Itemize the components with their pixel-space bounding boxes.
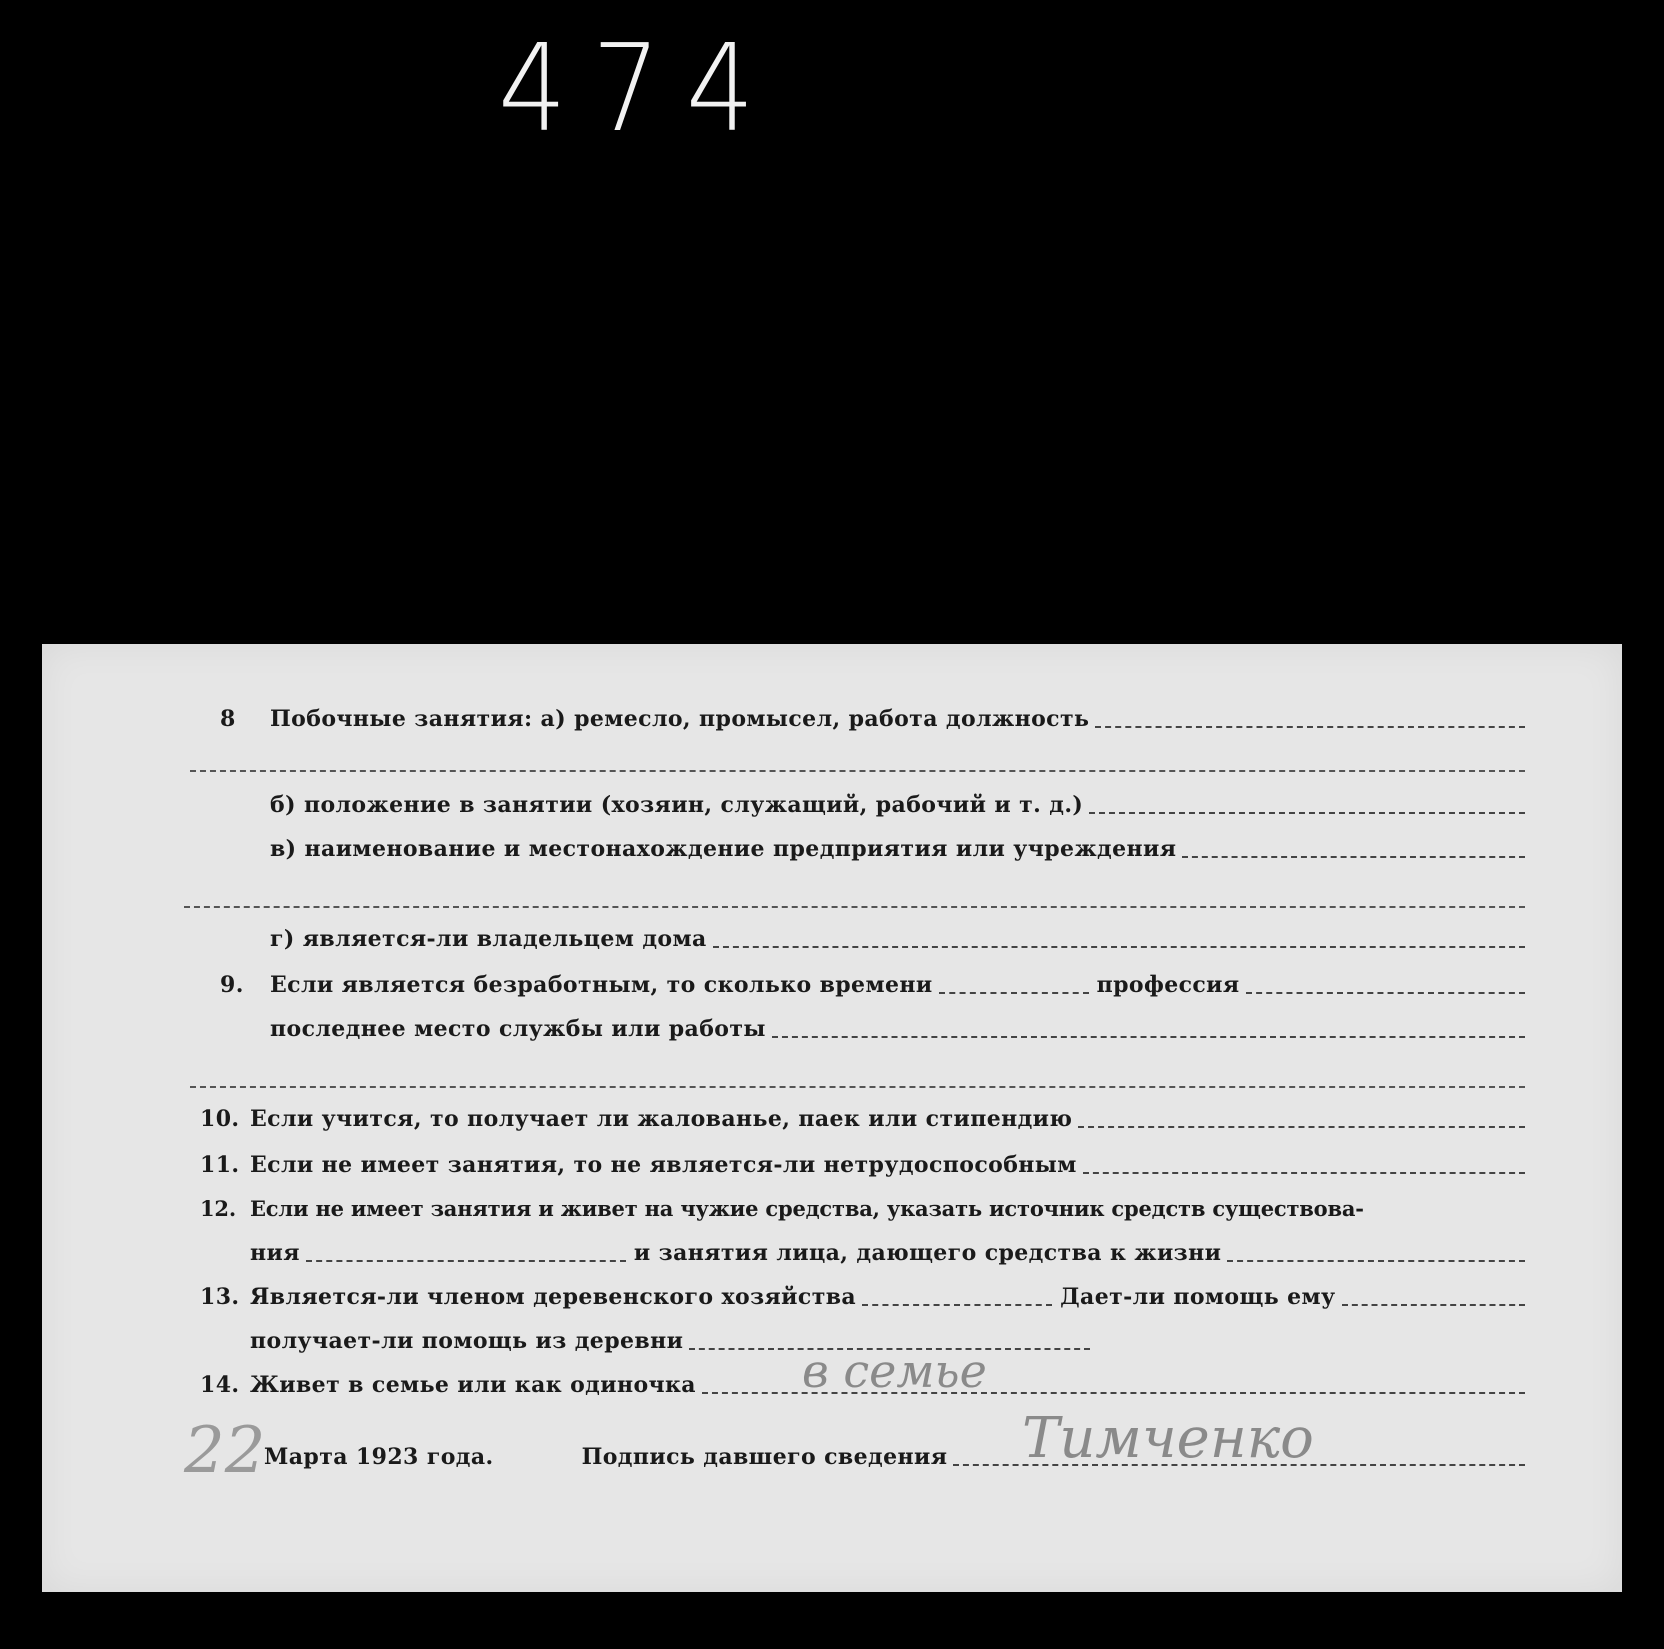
question-14-answer: в семье (802, 1344, 987, 1398)
answer-line (190, 770, 1525, 772)
question-8-label: Побочные занятия: а) ремесло, промысел, работа должность (270, 706, 1090, 732)
answer-line (939, 990, 1089, 994)
signature: Тимченко (1022, 1406, 1314, 1471)
question-13-help-label: Дает-ли помощь ему (1060, 1284, 1336, 1310)
question-10 (200, 1106, 1525, 1132)
question-8 (220, 706, 1525, 732)
answer-line (713, 944, 1525, 948)
form-card (42, 644, 1622, 1592)
answer-line (190, 1086, 1525, 1088)
signature-label: Подпись давшего сведения (581, 1444, 948, 1470)
answer-line (1089, 810, 1525, 814)
question-10-label: Если учится, то получает ли жалованье, паек или стипендию (250, 1106, 1073, 1132)
question-11-number: 11. (200, 1152, 240, 1178)
question-13-number: 13. (200, 1284, 240, 1310)
signature-row (264, 1444, 1525, 1470)
question-8g (270, 926, 1525, 952)
question-13 (200, 1284, 1525, 1310)
question-13-cont-label: получает-ли помощь из деревни (250, 1328, 684, 1354)
answer-line (1083, 1170, 1525, 1174)
date-text: Марта 1923 года. (264, 1444, 494, 1470)
question-9-profession-label: профессия (1096, 972, 1240, 998)
question-9-last-job-label: последнее место службы или работы (270, 1016, 766, 1042)
question-12-continued (250, 1240, 1525, 1266)
answer-line (862, 1302, 1052, 1306)
answer-line (1227, 1258, 1525, 1262)
question-12-cont-label-1: ния (250, 1240, 300, 1266)
question-13-label: Является-ли членом деревенского хозяйства (250, 1284, 857, 1310)
question-8-number: 8 (220, 706, 236, 732)
question-12-number: 12. (200, 1196, 236, 1221)
question-12-cont-label-2: и занятия лица, дающего средства к жизни (633, 1240, 1222, 1266)
answer-line (184, 906, 1525, 908)
question-9 (220, 972, 1525, 998)
frame-number: 474 (498, 20, 780, 159)
question-8g-label: г) является-ли владельцем дома (270, 926, 707, 952)
question-9-number: 9. (220, 972, 244, 998)
answer-line (1078, 1124, 1525, 1128)
question-14-number: 14. (200, 1372, 240, 1398)
date-day: 22 (184, 1414, 266, 1488)
question-8b-label: б) положение в занятии (хозяин, служащий, рабочий и т. д.) (270, 792, 1084, 818)
question-10-number: 10. (200, 1106, 240, 1132)
answer-line (1246, 990, 1525, 994)
question-8b (270, 792, 1525, 818)
question-11 (200, 1152, 1525, 1178)
answer-line (1342, 1302, 1526, 1306)
question-12 (200, 1196, 1525, 1221)
question-8v (270, 836, 1525, 862)
answer-line (1182, 854, 1525, 858)
answer-line (772, 1034, 1525, 1038)
answer-line (306, 1258, 626, 1262)
question-9-last-job (270, 1016, 1525, 1042)
question-9-label: Если является безработным, то сколько времени (270, 972, 933, 998)
question-8v-label: в) наименование и местонахождение предприятия или учреждения (270, 836, 1177, 862)
question-12-label: Если не имеет занятия и живет на чужие средства, указать источник средств существова- (250, 1196, 1364, 1221)
question-11-label: Если не имеет занятия, то не является-ли нетрудоспособным (250, 1152, 1077, 1178)
question-14-label: Живет в семье или как одиночка (250, 1372, 696, 1398)
census-form (42, 644, 1622, 1592)
answer-line (1095, 724, 1525, 728)
